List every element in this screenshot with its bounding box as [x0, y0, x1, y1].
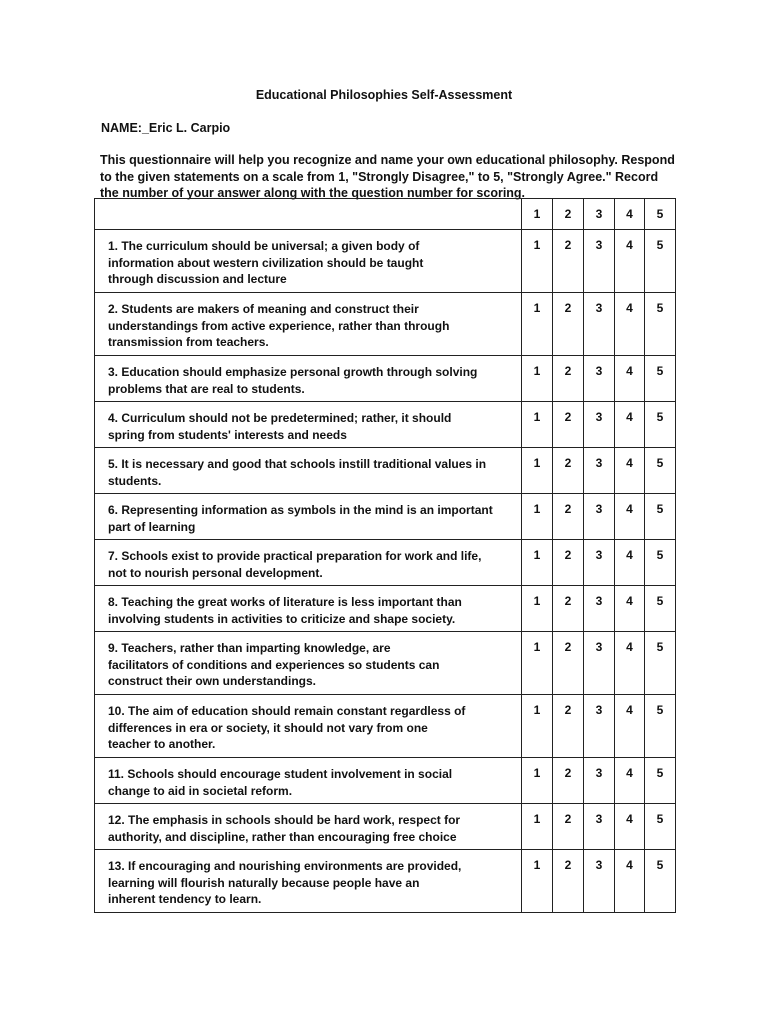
rating-option-cell[interactable]: 5 [645, 230, 676, 293]
statement-line: 4. Curriculum should not be predetermined; rather, it should [108, 411, 452, 425]
rating-option-cell[interactable]: 4 [615, 695, 645, 758]
rating-option-cell[interactable]: 4 [615, 850, 645, 913]
table-header-row [95, 199, 676, 230]
rating-option-cell[interactable]: 3 [584, 448, 615, 494]
rating-option-cell[interactable]: 4 [615, 632, 645, 695]
rating-option-cell[interactable]: 2 [553, 448, 584, 494]
rating-option-cell[interactable]: 2 [553, 230, 584, 293]
rating-option-cell[interactable]: 1 [522, 540, 553, 586]
statement-line: information about western civilization should be taught [108, 255, 424, 270]
rating-option-cell[interactable]: 4 [615, 448, 645, 494]
statement-cell [95, 356, 522, 402]
rating-option-cell[interactable]: 3 [584, 293, 615, 356]
scale-header-cell: 4 [615, 199, 645, 230]
rating-option-cell[interactable]: 5 [645, 448, 676, 494]
table-row [95, 540, 676, 586]
statement-cell [95, 293, 522, 356]
rating-option-cell[interactable]: 5 [645, 402, 676, 448]
rating-option-cell[interactable]: 3 [584, 586, 615, 632]
statement-cell [95, 448, 522, 494]
rating-option-cell[interactable]: 4 [615, 804, 645, 850]
rating-option-cell[interactable]: 2 [553, 586, 584, 632]
instructions-paragraph [100, 152, 680, 202]
rating-option-cell[interactable]: 2 [553, 293, 584, 356]
rating-option-cell[interactable]: 1 [522, 850, 553, 913]
statement-line: learning will flourish naturally because people have an [108, 875, 420, 890]
statement-line: 6. Representing information as symbols in the mind is an important [108, 503, 493, 517]
instructions-line: to the given statements on a scale from 1, "Strongly Disagree," to 5, "Strongly Agree." Record [100, 169, 659, 184]
table-row [95, 632, 676, 695]
statement-line: 11. Schools should encourage student involvement in social [108, 767, 453, 781]
rating-option-cell[interactable]: 1 [522, 494, 553, 540]
statement-line: students. [108, 473, 162, 488]
statement-cell [95, 494, 522, 540]
rating-option-cell[interactable]: 5 [645, 540, 676, 586]
statement-cell [95, 540, 522, 586]
rating-option-cell[interactable]: 3 [584, 494, 615, 540]
rating-option-cell[interactable]: 1 [522, 632, 553, 695]
statement-line: teacher to another. [108, 737, 216, 751]
statement-line: authority, and discipline, rather than encouraging free choice [108, 829, 457, 844]
statement-cell [95, 804, 522, 850]
statement-line: spring from students' interests and needs [108, 427, 347, 442]
rating-option-cell[interactable]: 2 [553, 695, 584, 758]
rating-option-cell[interactable]: 5 [645, 695, 676, 758]
table-row [95, 804, 676, 850]
statement-line: 9. Teachers, rather than imparting knowledge, are [108, 641, 391, 655]
statement-cell [95, 632, 522, 695]
rating-option-cell[interactable]: 4 [615, 356, 645, 402]
rating-option-cell[interactable]: 5 [645, 850, 676, 913]
statement-line: problems that are real to students. [108, 381, 305, 396]
statement-line: 1. The curriculum should be universal; a given body of [108, 239, 420, 253]
statement-line: 12. The emphasis in schools should be hard work, respect for [108, 813, 461, 827]
rating-option-cell[interactable]: 4 [615, 494, 645, 540]
document-title: Educational Philosophies Self-Assessment [255, 88, 513, 102]
table-row [95, 494, 676, 540]
statement-line: change to aid in societal reform. [108, 783, 293, 798]
rating-option-cell[interactable]: 5 [645, 356, 676, 402]
rating-option-cell[interactable]: 2 [553, 804, 584, 850]
rating-option-cell[interactable]: 1 [522, 293, 553, 356]
table-row [95, 402, 676, 448]
scale-header-cell: 2 [553, 199, 584, 230]
statement-cell [95, 758, 522, 804]
rating-option-cell[interactable]: 4 [615, 293, 645, 356]
statement-cell [95, 695, 522, 758]
rating-option-cell[interactable]: 3 [584, 356, 615, 402]
rating-option-cell[interactable]: 5 [645, 293, 676, 356]
rating-option-cell[interactable]: 5 [645, 632, 676, 695]
statement-line: 5. It is necessary and good that schools instill traditional values in [108, 457, 487, 471]
statement-line: transmission from teachers. [108, 335, 269, 349]
table-row [95, 356, 676, 402]
rating-option-cell[interactable]: 5 [645, 586, 676, 632]
table-row [95, 230, 676, 293]
rating-option-cell[interactable]: 2 [553, 540, 584, 586]
statement-line: inherent tendency to learn. [108, 892, 262, 906]
rating-option-cell[interactable]: 5 [645, 804, 676, 850]
table-row [95, 758, 676, 804]
statement-line: construct their own understandings. [108, 674, 317, 688]
statement-line: 13. If encouraging and nourishing environments are provided, [108, 859, 462, 873]
statement-cell [95, 850, 522, 913]
rating-option-cell[interactable]: 4 [615, 758, 645, 804]
table-row [95, 850, 676, 913]
statement-line: 2. Students are makers of meaning and construct their [108, 302, 419, 316]
rating-option-cell[interactable]: 3 [584, 230, 615, 293]
rating-option-cell[interactable]: 4 [615, 230, 645, 293]
table-row [95, 695, 676, 758]
rating-option-cell[interactable]: 2 [553, 494, 584, 540]
rating-option-cell[interactable]: 3 [584, 402, 615, 448]
rating-option-cell[interactable]: 3 [584, 758, 615, 804]
rating-option-cell[interactable]: 4 [615, 402, 645, 448]
statement-line: part of learning [108, 519, 196, 534]
rating-option-cell[interactable]: 3 [584, 850, 615, 913]
statement-line: 8. Teaching the great works of literature is less important than [108, 595, 462, 609]
statement-line: not to nourish personal development. [108, 565, 323, 580]
rating-option-cell[interactable]: 5 [645, 758, 676, 804]
rating-option-cell[interactable]: 2 [553, 850, 584, 913]
statement-cell [95, 586, 522, 632]
rating-option-cell[interactable]: 4 [615, 540, 645, 586]
statement-header-cell [95, 199, 522, 230]
rating-option-cell[interactable]: 3 [584, 540, 615, 586]
instructions-line: This questionnaire will help you recognize and name your own educational philosophy. Respond [100, 153, 675, 167]
respondent-name: NAME:_Eric L. Carpio [101, 121, 231, 135]
scale-header-cell: 1 [522, 199, 553, 230]
table-row [95, 293, 676, 356]
rating-option-cell[interactable]: 4 [615, 586, 645, 632]
statement-line: through discussion and lecture [108, 272, 287, 286]
statement-line: 3. Education should emphasize personal growth through solving [108, 365, 478, 379]
rating-option-cell[interactable]: 1 [522, 448, 553, 494]
instructions-line: the number of your answer along with the question number for scoring. [100, 186, 526, 200]
statement-cell [95, 230, 522, 293]
rating-option-cell[interactable]: 2 [553, 356, 584, 402]
statement-line: differences in era or society, it should not vary from one [108, 720, 428, 735]
rating-option-cell[interactable]: 1 [522, 586, 553, 632]
statement-cell [95, 402, 522, 448]
statement-line: 10. The aim of education should remain constant regardless of [108, 704, 466, 718]
table-row [95, 586, 676, 632]
assessment-table [94, 198, 676, 913]
rating-option-cell[interactable]: 1 [522, 804, 553, 850]
rating-option-cell[interactable]: 3 [584, 804, 615, 850]
rating-option-cell[interactable]: 3 [584, 632, 615, 695]
rating-option-cell[interactable]: 1 [522, 695, 553, 758]
statement-line: 7. Schools exist to provide practical preparation for work and life, [108, 549, 482, 563]
statement-line: understandings from active experience, rather than through [108, 318, 450, 333]
rating-option-cell[interactable]: 1 [522, 230, 553, 293]
statement-line: facilitators of conditions and experiences so students can [108, 657, 440, 672]
rating-option-cell[interactable]: 5 [645, 494, 676, 540]
statement-line: involving students in activities to criticize and shape society. [108, 611, 456, 626]
rating-option-cell[interactable]: 2 [553, 402, 584, 448]
table-row [95, 448, 676, 494]
scale-header-cell: 3 [584, 199, 615, 230]
scale-header-cell: 5 [645, 199, 676, 230]
rating-option-cell[interactable]: 2 [553, 632, 584, 695]
rating-option-cell[interactable]: 2 [553, 758, 584, 804]
rating-option-cell[interactable]: 3 [584, 695, 615, 758]
rating-option-cell[interactable]: 1 [522, 758, 553, 804]
rating-option-cell[interactable]: 1 [522, 356, 553, 402]
rating-option-cell[interactable]: 1 [522, 402, 553, 448]
